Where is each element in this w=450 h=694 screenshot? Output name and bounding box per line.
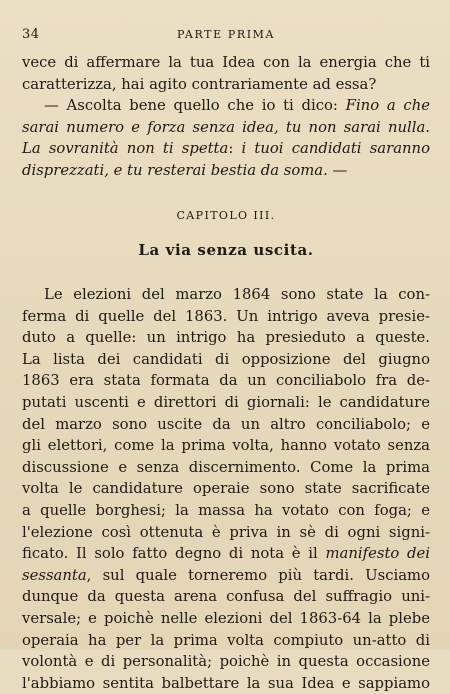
chapter-title: La via senza uscita. <box>138 241 314 259</box>
text-line <box>22 95 430 117</box>
text-run: : <box>228 140 242 158</box>
running-title: PARTE PRIMA <box>176 28 276 41</box>
text-line: ferma di quelle del 1863. Un intrigo aveva presie- <box>22 307 430 325</box>
italic-run: disprezzati, e tu resterai bestia da soma. <box>22 161 328 179</box>
text-line: putati uscenti e direttori di giornali: le candidature <box>22 393 430 411</box>
text-line: Le elezioni del marzo 1864 sono state la con- <box>44 286 430 303</box>
text-line: l'elezione così ottenuta è priva in sè di ogni signi- <box>22 523 430 541</box>
text-run: , sul quale torneremo più tardi. Usciamo <box>86 566 430 584</box>
text-run: — <box>327 161 348 179</box>
italic-run: manifesto dei <box>325 545 430 563</box>
running-head <box>22 27 430 43</box>
text-line <box>22 160 430 182</box>
text-run: — Ascolta bene quello che io ti dico: <box>44 97 346 115</box>
text-line <box>22 543 430 565</box>
text-line: gli elettori, come la prima volta, hanno votato senza <box>22 437 430 455</box>
page-number: 34 <box>22 27 40 42</box>
text-line: La lista dei candidati di opposizione del giugno <box>22 350 430 368</box>
italic-run: i tuoi candidati saranno <box>241 140 430 158</box>
italic-run: Fino a che <box>345 97 430 115</box>
text-line: del marzo sono uscite da un altro conciliabolo; e <box>22 415 430 433</box>
text-line: l'abbiamo sentita balbettare la sua Idea e sappiamo <box>22 674 430 692</box>
italic-run: sessanta <box>22 566 87 584</box>
text-line: caratterizza, hai agito contrariamente ad essa? <box>22 75 377 93</box>
text-line: 1863 era stata formata da un conciliabolo fra de- <box>22 372 430 390</box>
chapter-body <box>22 284 430 694</box>
text-line: volontà e di personalità; poichè in questa occasione <box>22 653 430 671</box>
text-line <box>22 565 430 587</box>
italic-run: La sovranità non ti spetta <box>22 140 229 158</box>
text-run: ficato. Il solo fatto degno di nota è il <box>22 545 326 563</box>
paragraph <box>22 284 430 694</box>
text-line: volta le candidature operaie sono state sacrificate <box>22 480 430 498</box>
text-line: a quelle borghesi; la massa ha votato con foga; e <box>22 501 430 519</box>
text-line: duto a quelle: un intrigo ha presieduto a queste. <box>22 329 430 347</box>
text-line: versale; e poichè nelle elezioni del 1863-64 la plebe <box>22 609 430 627</box>
paragraph <box>22 95 430 181</box>
paragraph <box>22 52 430 95</box>
continuation-text <box>22 52 430 182</box>
text-line: sarai numero e forza senza idea, tu non sarai nulla. <box>22 118 430 136</box>
text-line: operaia ha per la prima volta compiuto un-atto di <box>22 631 430 649</box>
text-line <box>22 138 430 160</box>
text-line: discussione e senza discernimento. Come la prima <box>22 458 430 476</box>
text-line: dunque da questa arena confusa del suffragio uni- <box>22 588 430 606</box>
text-line: vece di affermare la tua Idea con la energia che ti <box>22 54 430 71</box>
chapter-label: CAPITOLO III. <box>176 209 276 222</box>
